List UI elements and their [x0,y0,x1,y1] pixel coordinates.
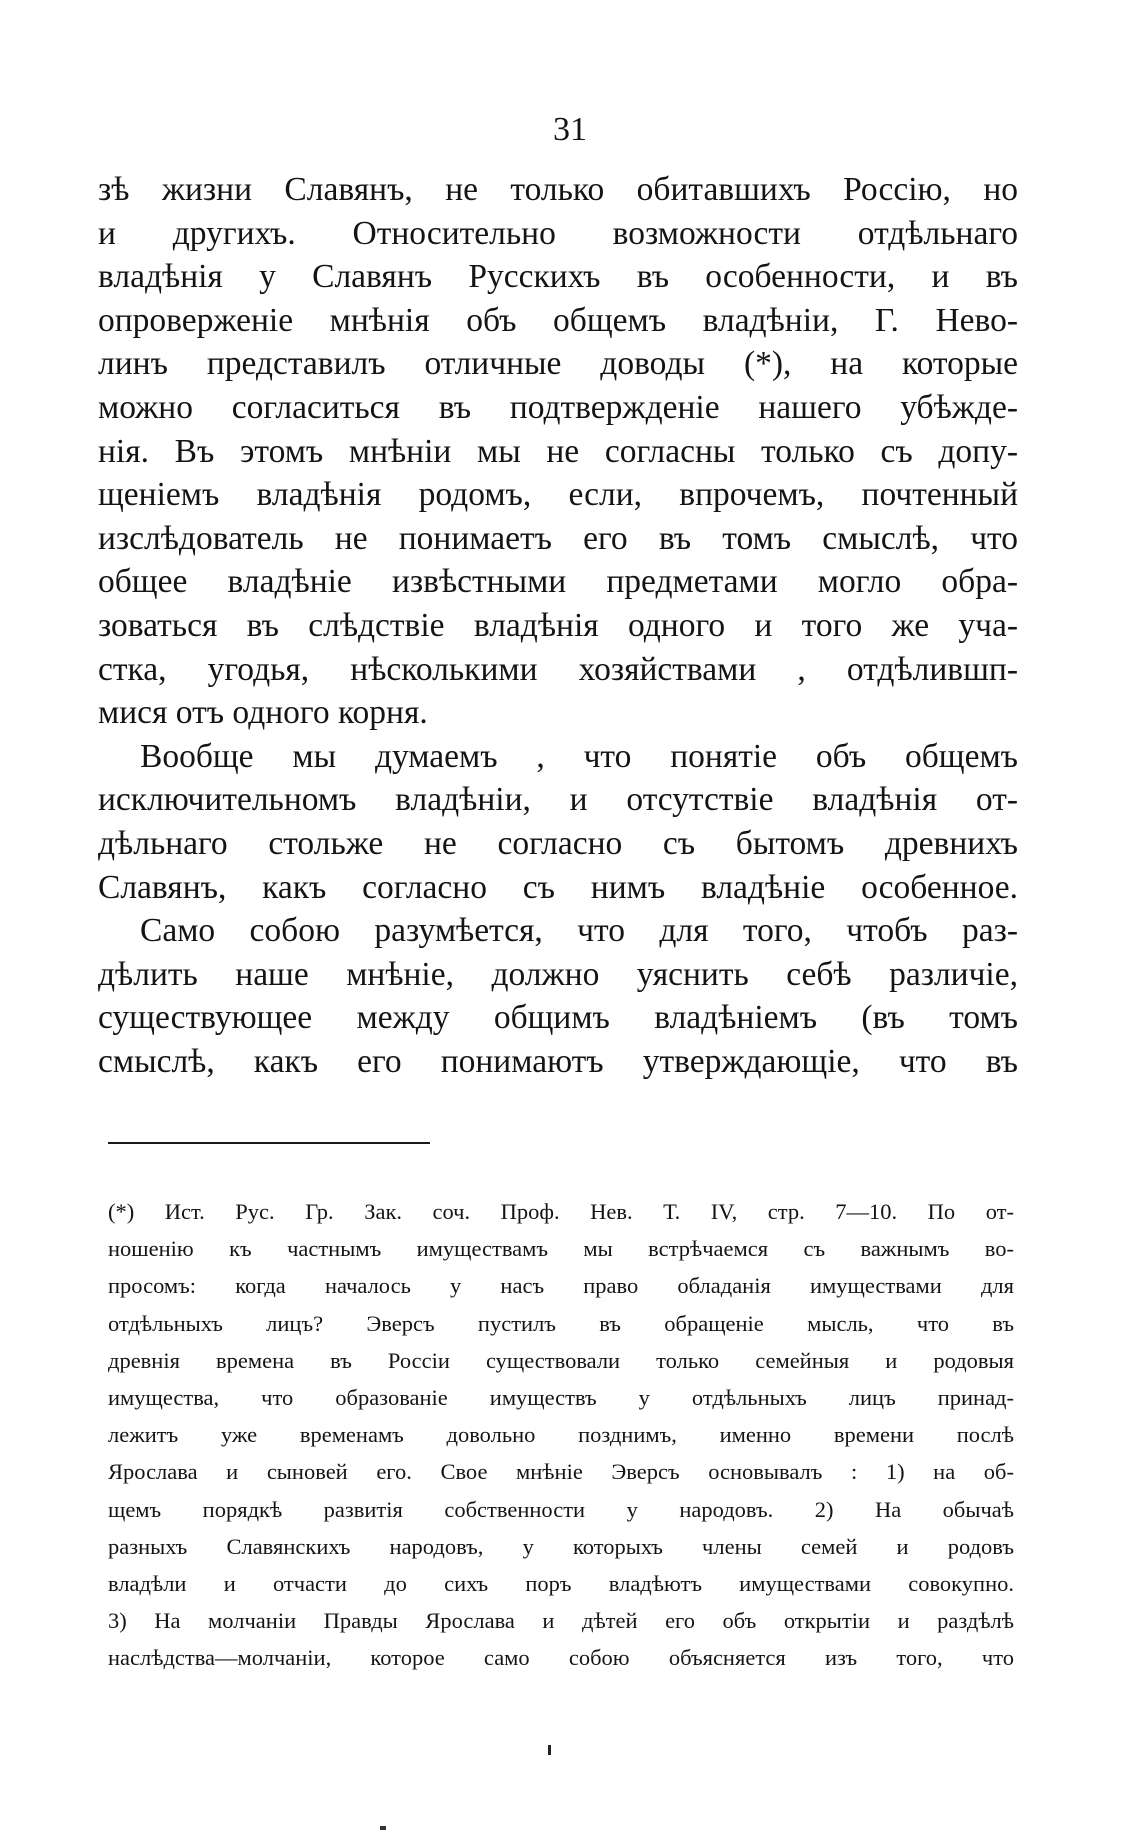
footnote-line: просомъ: когда началось у насъ право обладанія имуществами для [108,1273,1014,1299]
footnote-line: древнія времена въ Россіи существовали только семейныя и родовыя [108,1347,1014,1373]
text-line: опроверженіе мнѣнія объ общемъ владѣніи, Г. Нево- [98,301,1018,339]
text-line: зѣ жизни Славянъ, не только обитавшихъ Россію, но [98,171,1018,208]
text-line: дѣлить наше мнѣніе, должно уяснить себѣ различіе, [98,955,1018,993]
text-line: зоваться въ слѣдствіе владѣнія одного и того же уча- [98,606,1018,644]
text-line: щеніемъ владѣнія родомъ, если, впрочемъ, почтенный [98,476,1018,514]
footnote-line: щемъ порядкѣ развитія собственности у народовъ. 2) На обычаѣ [108,1496,1014,1522]
footnote-line: (*) Ист. Рус. Гр. Зак. соч. Проф. Нев. Т. IV, стр. 7—10. По от- [108,1199,1014,1224]
footnote-line: ношенію къ частнымъ имуществамъ мы встрѣчаемся съ важнымъ во- [108,1236,1014,1262]
text-line: линъ представилъ отличные доводы (*), на которые [98,345,1018,383]
footnote-line: лежитъ уже временамъ довольно позднимъ, именно времени послѣ [108,1422,1014,1448]
footnote-line: имущества, что образованіе имуществъ у отдѣльныхъ лицъ принад- [108,1384,1014,1410]
text-line: дѣльнаго стольже не согласно съ бытомъ древнихъ [98,824,1018,862]
page-number: 31 [553,111,587,148]
text-line: общее владѣніе извѣстными предметами могло обра- [98,563,1018,601]
text-line: существующее между общимъ владѣніемъ (въ томъ [98,999,1018,1037]
text-line: Само собою разумѣется, что для того, чтобъ раз- [140,912,1018,950]
text-line: смыслѣ, какъ его понимаютъ утверждающіе, что въ [98,1042,1018,1080]
text-line: владѣнія у Славянъ Русскихъ въ особенности, и въ [98,258,1018,296]
text-line: исключительномъ владѣніи, и отсутствіе владѣнія от- [98,781,1018,819]
footnote-line: Ярослава и сыновей его. Свое мнѣніе Эверсъ основывалъ : 1) на об- [108,1459,1014,1485]
footnote-line: владѣли и отчасти до сихъ поръ владѣютъ имуществами совокупно. [108,1570,1014,1596]
footnote-line: отдѣльныхъ лицъ? Эверсъ пустилъ въ обращеніе мысль, что въ [108,1310,1014,1336]
footnote-divider [108,1142,430,1144]
footnote-line: разныхъ Славянскихъ народовъ, у которыхъ члены семей и родовъ [108,1533,1014,1559]
ink-speck [380,1826,386,1830]
text-line: изслѣдователь не понимаетъ его въ томъ смыслѣ, что [98,519,1018,557]
footnote-line: наслѣдства—молчаніи, которое само собою объясняется изъ того, что [108,1645,1014,1671]
text-line: Славянъ, какъ согласно съ нимъ владѣніе особенное. [98,868,1018,906]
ink-speck [548,1745,551,1755]
text-line: и другихъ. Относительно возможности отдѣльнаго [98,214,1018,252]
text-line: нія. Въ этомъ мнѣніи мы не согласны только съ допу- [98,432,1018,470]
text-line: мися отъ одного корня. [98,694,428,732]
footnote-line: 3) На молчаніи Правды Ярослава и дѣтей его объ открытіи и раздѣлѣ [108,1608,1014,1634]
text-line: стка, угодья, нѣсколькими хозяйствами , отдѣлившп- [98,650,1018,688]
text-line: Вообще мы думаемъ , что понятіе объ общемъ [140,737,1018,775]
text-line: можно согласиться въ подтвержденіе нашего убѣжде- [98,388,1018,426]
footnote-block [108,1193,1014,1676]
main-text [98,168,1018,1083]
